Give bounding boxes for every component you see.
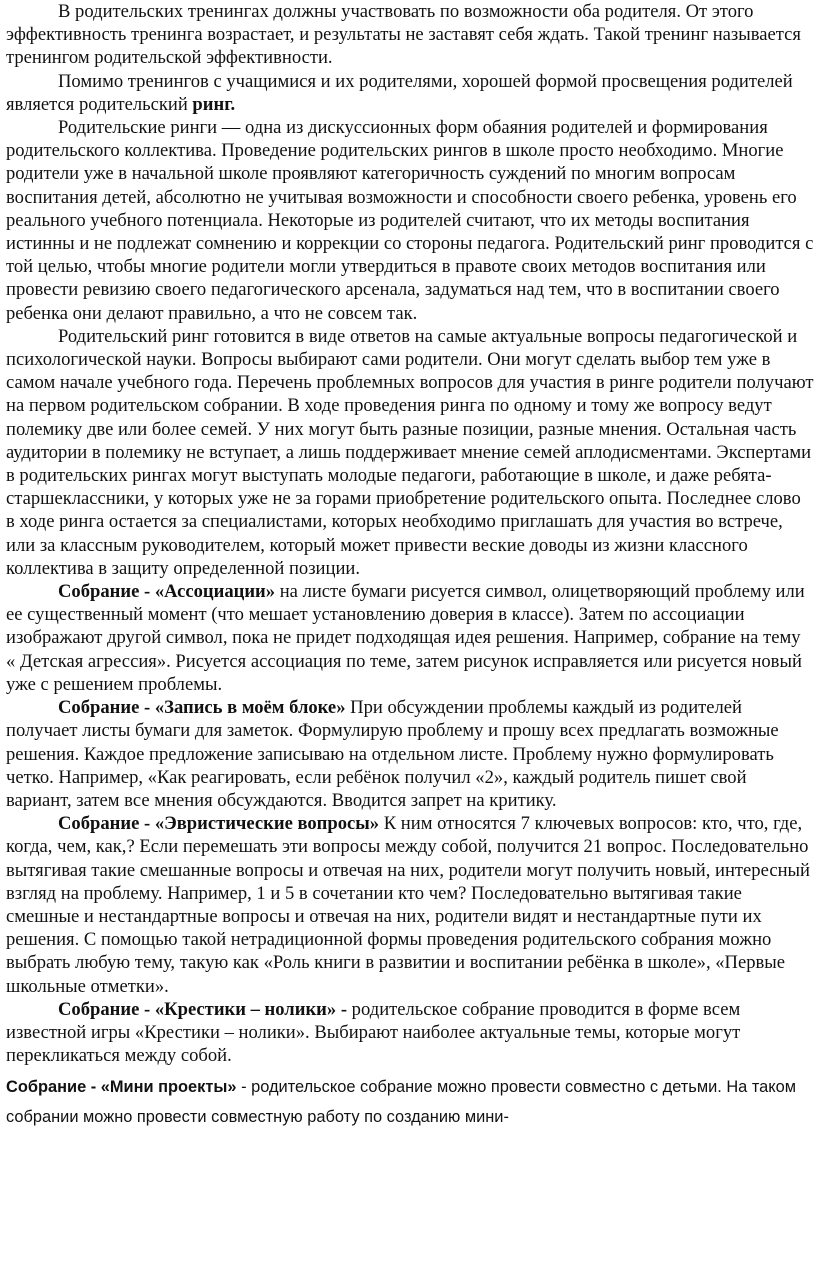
bold-term: ринг. xyxy=(192,93,236,115)
paragraph-parent-trainings xyxy=(6,0,814,70)
paragraph-parent-ring-intro xyxy=(6,70,814,116)
paragraph-text: Родительский ринг готовится в виде ответов на самые актуальные вопросы педагогической и психологической науки. Вопросы выбирают сами родители. Они могут сделать выбор тем уже в самом начале учебного года. Перечень проблемных вопросов для участия в ринге родители получают на первом родительском собрании. В ходе проведения ринга по одному и тому же вопросу ведут полемику две или более семей. У них могут быть разные позиции, разные мнения. Остальная часть аудитории в полемику не вступает, а лишь поддерживает мнение семей аплодисментами. Экспертами в родительских рингах могут выступать молодые педагоги, работающие в школе, и даже ребята-старшеклассники, у которых уже не за горами приобретение родительского опыта. Последнее слово в ходе ринга остается за специалистами, которых необходимо приглашать для участия во встрече, или за классным руководителем, который может привести веские доводы из жизни классного коллектива в защиту определенной позиции. xyxy=(6,325,814,579)
meeting-title: Собрание - «Эвристические вопросы» xyxy=(58,813,380,835)
paragraph-meeting-mini-projects xyxy=(6,1072,814,1132)
paragraph-meeting-tic-tac-toe xyxy=(6,998,814,1068)
paragraph-text: Помимо тренингов с учащимися и их родителями, хорошей формой просвещения родителей является родительский xyxy=(6,70,793,115)
meeting-title: Собрание - «Ассоциации» xyxy=(58,581,276,603)
paragraph-text: При обсуждении проблемы каждый из родителей получает листы бумаги для заметок. Формулирую проблему и прошу всех предлагать возможные решения. Каждое предложение записываю на отдельном листе. Проблему нужно формулировать четко. Например, «Как реагировать, если ребёнок получил «2», каждый родитель пишет свой вариант, затем все мнения обсуждаются. Вводится запрет на критику. xyxy=(6,697,779,811)
paragraph-meeting-heuristic-questions xyxy=(6,812,814,998)
meeting-title: Собрание - «Мини проекты» xyxy=(6,1078,237,1097)
paragraph-ring-preparation xyxy=(6,325,814,580)
meeting-title: Собрание - «Запись в моём блоке» xyxy=(58,697,346,719)
paragraph-text: Родительские ринги — одна из дискуссионных форм обаяния родителей и формирования родительского коллектива. Проведение родительских рингов в школе просто необходимо. Многие родители уже в начальной школе проявляют категоричность суждений по многим вопросам воспитания детей, абсолютно не учитывая возможности и способности своего ребенка, уровень его реального учебного потенциала. Некоторые из родителей считают, что их методы воспитания истинны и не подлежат сомнению и коррекции со стороны педагога. Родительский ринг проводится с той целью, чтобы многие родители могли утвердиться в правоте своих методов воспитания или провести ревизию своего педагогического арсенала, задуматься над тем, что в воспитании своего ребенка они делают правильно, а что не совсем так. xyxy=(6,117,814,324)
paragraph-ring-description xyxy=(6,116,814,325)
paragraph-text: В родительских тренингах должны участвовать по возможности оба родителя. От этого эффективность тренинга возрастает, и результаты не заставят себя ждать. Такой тренинг называется тренингом родительской эффективности. xyxy=(6,1,801,69)
paragraph-meeting-notebook xyxy=(6,696,814,812)
paragraph-meeting-associations xyxy=(6,580,814,696)
paragraph-text: родительское собрание проводится в форме всем известной игры «Крестики – нолики». Выбирают наиболее актуальные темы, которые могут перекликаться между собой. xyxy=(6,998,741,1067)
paragraph-text: - родительское собрание можно провести совместно с детьми. На таком собрании можно провести совместную работу по созданию мини- xyxy=(6,1078,797,1127)
paragraph-text: на листе бумаги рисуется символ, олицетворяющий проблему или ее существенный момент (что мешает установлению доверия в классе). Затем по ассоциации изображают другой символ, пока не придет подходящая идея решения. Например, собрание на тему « Детская агрессия». Рисуется ассоциация по теме, затем рисунок исправляется или рисуется новый уже с решением проблемы. xyxy=(6,581,805,695)
meeting-title: Собрание - «Крестики – нолики» - xyxy=(58,998,348,1020)
paragraph-text: К ним относятся 7 ключевых вопросов: кто, что, где, когда, чем, как,? Если перемешать эти вопросы между собой, получится 21 вопрос. Последовательно вытягивая такие смешанные вопросы и отвечая на них, родители могут получить новый, интересный взгляд на проблему. Например, 1 и 5 в сочетании кто чем? Последовательно вытягивая такие смешные и нестандартные вопросы и отвечая на них, родители видят и нестандартные пути их решения. С помощью такой нетрадиционной формы проведения родительского собрания можно выбрать любую тему, такую как «Роль книги в развитии и воспитании ребёнка в школе», «Первые школьные отметки». xyxy=(6,813,810,997)
